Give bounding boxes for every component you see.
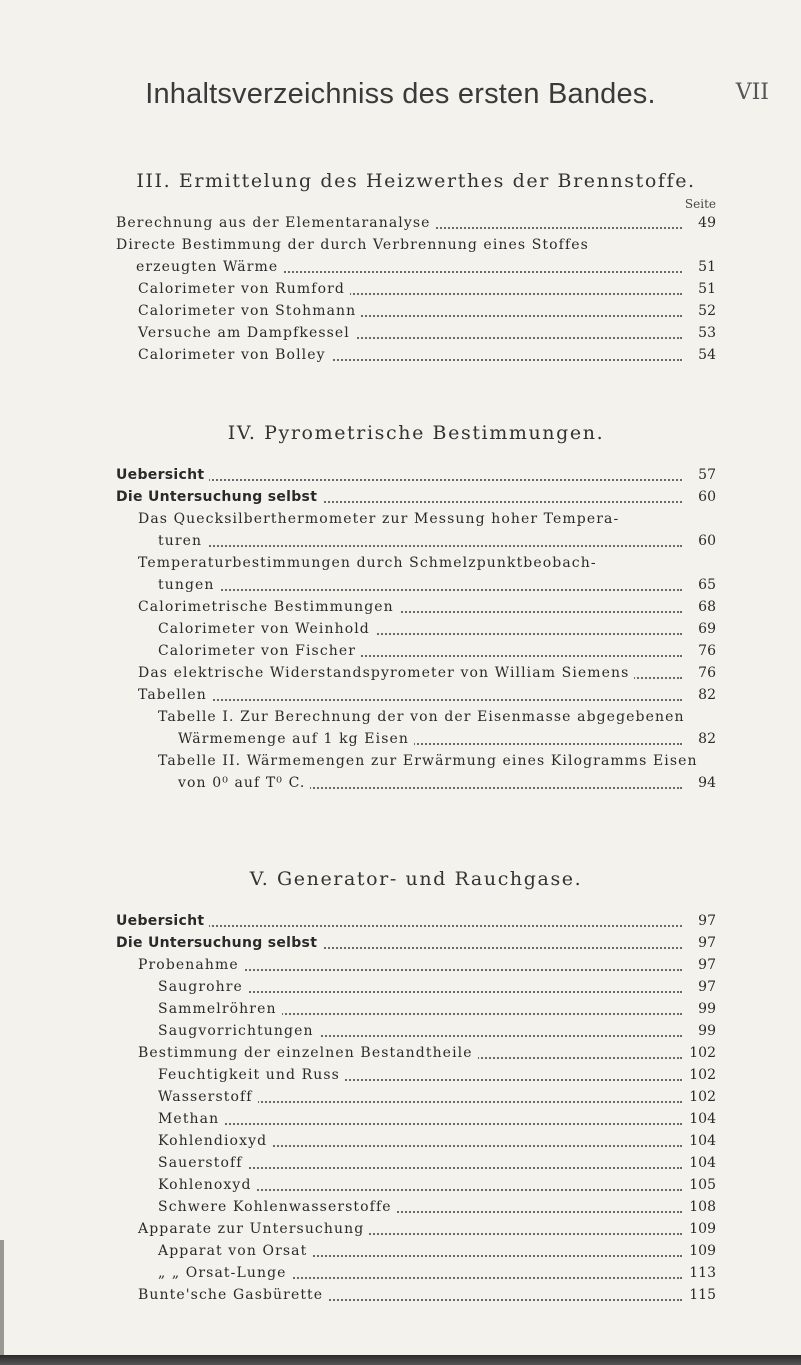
- section-iii: [116, 168, 716, 366]
- toc-page-number: 49: [684, 212, 716, 234]
- toc-entry-text: Apparat von Orsat: [158, 1243, 312, 1259]
- toc-entry-continuation: Wärmemenge auf 1 kg Eisen: [158, 731, 414, 747]
- toc-entry-text: Calorimetrische Bestimmungen: [138, 599, 399, 615]
- toc-entry: [116, 1240, 716, 1262]
- toc-entry: [116, 662, 716, 684]
- toc-entry: [116, 464, 716, 486]
- toc-entry-text: Calorimeter von Stohmann: [138, 303, 361, 319]
- toc-entry: [116, 998, 716, 1020]
- toc-entry-text: Kohlendioxyd: [158, 1133, 272, 1149]
- toc-entry: [116, 932, 716, 954]
- toc-page-number: 54: [684, 344, 716, 366]
- toc-entry: [116, 772, 716, 794]
- toc-page-number: 97: [684, 910, 716, 932]
- toc-entry: [116, 1042, 716, 1064]
- toc-entry-text: Versuche am Dampfkessel: [138, 325, 355, 341]
- toc-entry-text: Wasserstoff: [158, 1089, 258, 1105]
- toc-entry-text: Das elektrische Widerstandspyrometer von William Siemens: [138, 665, 634, 681]
- toc-page-number: 68: [684, 596, 716, 618]
- section-v: [116, 866, 716, 1306]
- toc-page-number: 102: [684, 1042, 716, 1064]
- toc-page-number: 108: [684, 1196, 716, 1218]
- toc-entry-text: Methan: [158, 1111, 224, 1127]
- toc-page-number: 109: [684, 1240, 716, 1262]
- section-title: III. Ermittelung des Heizwerthes der Brennstoffe.: [136, 170, 696, 192]
- toc-entry: [116, 728, 716, 750]
- toc-page-number: 99: [684, 998, 716, 1020]
- toc-page-number: 52: [684, 300, 716, 322]
- toc-entry: [116, 976, 716, 998]
- section-title: V. Generator- und Rauchgase.: [249, 868, 583, 890]
- toc-page-number: 104: [684, 1152, 716, 1174]
- seite-label: Seite: [684, 197, 716, 211]
- toc-entry: [116, 1262, 716, 1284]
- toc-entry: [116, 322, 716, 344]
- page-bottom-edge: [0, 1355, 801, 1365]
- toc-entry-text: Bunte'sche Gasbürette: [138, 1287, 328, 1303]
- toc-entry-text: Saugrohre: [158, 979, 248, 995]
- toc-entry: [116, 1108, 716, 1130]
- toc-page-number: 82: [684, 728, 716, 750]
- toc-entry-line: [116, 508, 716, 530]
- toc-page-number: 104: [684, 1108, 716, 1130]
- toc-entry: [116, 1284, 716, 1306]
- toc-entry-text: Calorimeter von Fischer: [158, 643, 361, 659]
- toc-entry: [116, 1174, 716, 1196]
- toc-entry-line: [116, 706, 716, 728]
- section-title: IV. Pyrometrische Bestimmungen.: [227, 422, 605, 444]
- toc-entry: [116, 684, 716, 706]
- toc-entry-text: Tabellen: [138, 687, 212, 703]
- toc-entry-line: [116, 552, 716, 574]
- section-iv: [116, 420, 716, 794]
- toc-entry-text: Tabelle II. Wärmemengen zur Erwärmung eines Kilogramms Eisen: [158, 753, 698, 769]
- dot-leader: [158, 1123, 682, 1125]
- toc-entry-continuation: erzeugten Wärme: [116, 259, 283, 275]
- page-edge-shadow: [0, 1240, 4, 1365]
- toc-entry: [116, 1152, 716, 1174]
- toc-entry-text: Uebersicht: [116, 467, 209, 483]
- toc-entry-continuation: von 0⁰ auf T⁰ C.: [158, 775, 310, 791]
- toc-entry-text: Kohlenoxyd: [158, 1177, 257, 1193]
- toc-page-number: 102: [684, 1064, 716, 1086]
- toc-entry-text: Sauerstoff: [158, 1155, 248, 1171]
- toc-entry: [116, 910, 716, 932]
- toc-entry: [116, 344, 716, 366]
- toc-entry-text: Die Untersuchung selbst: [116, 489, 322, 505]
- toc-entry-text: Calorimeter von Rumford: [138, 281, 350, 297]
- toc-entry: [116, 278, 716, 300]
- toc-entry-continuation: turen: [138, 533, 207, 549]
- toc-entry: [116, 530, 716, 552]
- toc-entry: [116, 1196, 716, 1218]
- toc-page-number: 97: [684, 954, 716, 976]
- toc-entry: [116, 256, 716, 278]
- dot-leader: [138, 699, 682, 701]
- toc-entry-text: Temperaturbestimmungen durch Schmelzpunktbeobach-: [138, 555, 597, 571]
- toc-page-number: 60: [684, 486, 716, 508]
- toc-entry-text: Feuchtigkeit und Russ: [158, 1067, 345, 1083]
- toc-entry-text: Sammelröhren: [158, 1001, 282, 1017]
- toc-entry: [116, 1218, 716, 1240]
- toc-entry-text: Tabelle I. Zur Berechnung der von der Eisenmasse abgegebenen: [158, 709, 685, 725]
- toc-page-number: 51: [684, 278, 716, 300]
- toc-entry-text: Saugvorrichtungen: [158, 1023, 319, 1039]
- toc-page-number: 76: [684, 662, 716, 684]
- toc-entry-text: Uebersicht: [116, 913, 209, 929]
- toc-page-number: 82: [684, 684, 716, 706]
- toc-page-number: 57: [684, 464, 716, 486]
- toc-entry: [116, 1020, 716, 1042]
- toc-entry: [116, 486, 716, 508]
- toc-page-number: 65: [684, 574, 716, 596]
- toc-entry: [116, 640, 716, 662]
- toc-page-number: 51: [684, 256, 716, 278]
- toc-entry: [116, 1130, 716, 1152]
- toc-page-number: 60: [684, 530, 716, 552]
- toc-entry-text: „ „ Orsat-Lunge: [158, 1265, 292, 1281]
- toc-page-number: 102: [684, 1086, 716, 1108]
- toc-entry-text: Bestimmung der einzelnen Bestandtheile: [138, 1045, 478, 1061]
- toc-entry-text: Die Untersuchung selbst: [116, 935, 322, 951]
- toc-entry-continuation: tungen: [138, 577, 220, 593]
- toc-entry-text: Probenahme: [138, 957, 244, 973]
- toc-page-number: 99: [684, 1020, 716, 1042]
- toc-page-number: 113: [684, 1262, 716, 1284]
- toc-page-number: 76: [684, 640, 716, 662]
- toc-page-number: 94: [684, 772, 716, 794]
- toc-entry: [116, 596, 716, 618]
- toc-entry-line: [116, 234, 716, 256]
- dot-leader: [138, 545, 682, 547]
- toc-entry-line: [116, 750, 716, 772]
- toc-page-number: 97: [684, 976, 716, 998]
- toc-entry-text: Calorimeter von Weinhold: [158, 621, 375, 637]
- toc-entry: [116, 618, 716, 640]
- toc-page-number: 53: [684, 322, 716, 344]
- toc-page-number: 109: [684, 1218, 716, 1240]
- running-head: [0, 78, 801, 118]
- toc-entry-text: Apparate zur Untersuchung: [138, 1221, 369, 1237]
- running-title: Inhaltsverzeichniss des ersten Bandes.: [145, 78, 656, 110]
- toc-entry: [116, 1064, 716, 1086]
- toc-page-number: 97: [684, 932, 716, 954]
- toc-entry: [116, 300, 716, 322]
- toc-page-number: 104: [684, 1130, 716, 1152]
- toc-entry: [116, 1086, 716, 1108]
- toc-entry-text: Das Quecksilberthermometer zur Messung hoher Tempera-: [138, 511, 620, 527]
- toc-entry-text: Berechnung aus der Elementaranalyse: [116, 215, 436, 231]
- toc-page-number: 115: [684, 1284, 716, 1306]
- toc-page-number: 69: [684, 618, 716, 640]
- toc-entry-text: Directe Bestimmung der durch Verbrennung eines Stoffes: [116, 237, 589, 253]
- toc-entry-text: Schwere Kohlenwasserstoffe: [158, 1199, 397, 1215]
- page-number: VII: [735, 80, 769, 105]
- toc-entry: [116, 212, 716, 234]
- toc-page-number: 105: [684, 1174, 716, 1196]
- toc-entry: [116, 954, 716, 976]
- toc-entry-text: Calorimeter von Bolley: [138, 347, 331, 363]
- toc-entry: [116, 574, 716, 596]
